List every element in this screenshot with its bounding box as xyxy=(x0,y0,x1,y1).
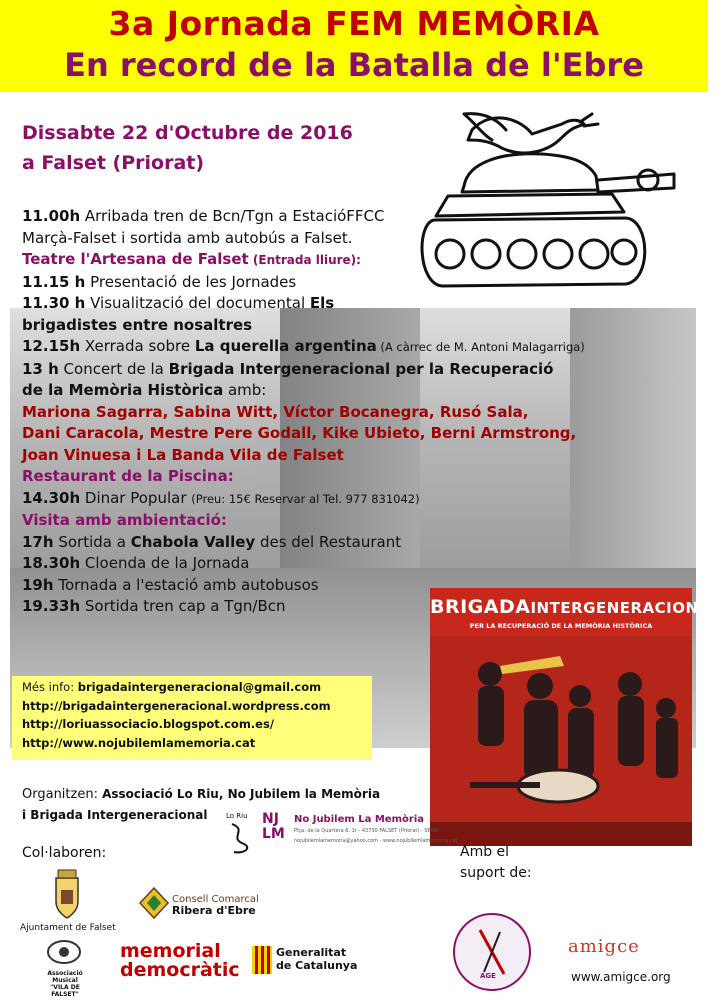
brigada-poster xyxy=(430,588,721,846)
njlm-monogram xyxy=(262,812,285,842)
consell-comarcal-icon xyxy=(138,886,170,920)
venue-note: (Entrada lliure): xyxy=(248,253,361,267)
schedule-text: Dinar Popular xyxy=(80,488,192,507)
documentary-title: Els xyxy=(309,294,335,312)
lo-riu-mark xyxy=(224,822,256,856)
poster-title xyxy=(430,596,721,618)
time: 11.15 h xyxy=(22,272,86,291)
date-line: Dissabte 22 d'Octubre de 2016 xyxy=(22,122,353,144)
njlm-web: nojubilemlamemoria@yahoo.com - www.nojubilemlamemoria.cat xyxy=(294,838,458,844)
generalitat-line1: Generalitat xyxy=(276,946,347,959)
schedule-item xyxy=(22,532,682,554)
consell-comarcal-logo xyxy=(172,894,259,917)
schedule-text: Sortida a xyxy=(53,532,131,551)
support-line: suport de: xyxy=(460,865,532,881)
njlm-address: Plça. de la Quartera 6, 1r - 43730 FALSET (Priorat) - SPAIN xyxy=(294,828,439,834)
organizers-names: Associació Lo Riu, No Jubilem la Memòria xyxy=(102,787,381,801)
schedule-item xyxy=(22,380,682,402)
artist-list: Joan Vinuesa i La Banda Vila de Falset xyxy=(22,445,344,464)
support-label xyxy=(460,842,532,884)
memorial-democratic-logo xyxy=(120,942,240,980)
njlm-letters-top: NJ xyxy=(262,811,279,827)
schedule-item xyxy=(22,488,682,511)
ajuntament-falset-label: Ajuntament de Falset xyxy=(20,923,116,933)
schedule-item xyxy=(22,206,682,228)
venue-name: Teatre l'Artesana de Falset xyxy=(22,250,249,268)
schedule-text: des del Restaurant xyxy=(255,532,402,551)
event-subtitle: En record de la Batalla de l'Ebre xyxy=(64,46,644,84)
time: 19.33h xyxy=(22,597,81,615)
price-note: (Preu: 15€ Reservar al Tel. 977 831042) xyxy=(191,491,420,506)
speaker-note: (A càrrec de M. Antoni Malagarriga) xyxy=(376,340,585,354)
band-name: de la Memòria Històrica xyxy=(22,381,224,399)
schedule-item xyxy=(22,228,682,250)
schedule-item xyxy=(22,336,682,359)
header-banner xyxy=(0,0,708,92)
program-schedule xyxy=(22,206,682,618)
artist-list: Dani Caracola, Mestre Pere Godall, Kike Ubieto, Berni Armstrong, xyxy=(22,424,577,442)
schedule-item xyxy=(22,315,682,337)
associacio-musical-icon xyxy=(44,938,84,968)
schedule-text: amb: xyxy=(223,381,267,399)
memorial-line1: memorial xyxy=(120,940,221,962)
time: 14.30h xyxy=(22,488,81,507)
support-line: Amb el xyxy=(460,844,510,860)
no-jubilem-logo xyxy=(262,811,458,852)
age-label: AGE xyxy=(480,972,496,980)
time: 19h xyxy=(22,575,54,594)
schedule-text: Xerrada sobre xyxy=(80,337,195,355)
schedule-text: Concert de la xyxy=(58,359,169,378)
more-info-box xyxy=(12,676,372,760)
schedule-text: Presentació de les Jornades xyxy=(85,272,297,291)
musical-line2: "VILA DE FALSET" xyxy=(50,984,80,998)
place-name: Chabola Valley xyxy=(130,532,256,551)
schedule-text: Marçà-Falset i sortida amb autobús a Falset. xyxy=(22,228,353,247)
schedule-item xyxy=(22,359,682,381)
associacio-musical-label xyxy=(36,970,94,998)
consell-line2: Ribera d'Ebre xyxy=(172,904,256,917)
schedule-item xyxy=(22,293,682,315)
event-title: 3a Jornada FEM MEMÒRIA xyxy=(108,4,600,43)
organizers-label: Organitzen: xyxy=(22,787,103,802)
info-email-line xyxy=(22,678,362,697)
contact-email[interactable]: brigadaintergeneracional@gmail.com xyxy=(77,680,322,694)
schedule-text: Arribada tren de Bcn/Tgn a EstacióFFCC xyxy=(80,207,385,225)
talk-title: La querella argentina xyxy=(194,337,377,355)
artist-list: Mariona Sagarra, Sabina Witt, Víctor Bocanegra, Rusó Sala, xyxy=(22,402,529,421)
venue-heading: Restaurant de la Piscina: xyxy=(22,467,234,485)
info-link[interactable]: http://loriuassociacio.blogspot.com.es/ xyxy=(22,717,275,731)
band-name: Brigada Intergeneracional per la Recuperació xyxy=(168,359,554,378)
poster-title-b: INTERGENERACIONAL xyxy=(530,599,721,617)
schedule-text: Cloenda de la Jornada xyxy=(80,554,250,572)
documentary-title: brigadistes entre nosaltres xyxy=(22,315,253,334)
venue-heading: Visita amb ambientació: xyxy=(22,511,227,529)
collaborators-label: Col·laboren: xyxy=(22,845,107,861)
memorial-line2: democràtic xyxy=(120,959,240,981)
consell-line1: Consell Comarcal xyxy=(172,894,259,905)
schedule-item xyxy=(22,272,682,294)
poster-subtitle: PER LA RECUPERACIÓ DE LA MEMÒRIA HISTÒRICA xyxy=(469,622,653,630)
age-logo-icon xyxy=(444,910,540,994)
time: 12.15h xyxy=(22,337,81,355)
time: 18.30h xyxy=(22,554,81,572)
schedule-text: Sortida tren cap a Tgn/Bcn xyxy=(80,597,286,615)
schedule-text: Visualització del documental xyxy=(85,294,310,312)
musical-line1: Associació Musical xyxy=(47,970,83,984)
time: 17h xyxy=(22,532,54,551)
njlm-name: No Jubilem La Memòria xyxy=(294,814,424,825)
njlm-letters-bottom: LM xyxy=(262,826,285,842)
generalitat-line2: de Catalunya xyxy=(276,959,358,972)
musicians-illustration xyxy=(430,636,692,846)
info-link[interactable]: http://www.nojubilemlamemoria.cat xyxy=(22,735,256,750)
time: 11.00h xyxy=(22,207,81,225)
lo-riu-logo xyxy=(222,812,258,858)
event-date xyxy=(22,118,353,178)
generalitat-logo xyxy=(276,946,357,972)
falset-shield-icon xyxy=(50,868,84,920)
poster-title-a: BRIGADA xyxy=(430,596,531,618)
info-label: Més info: xyxy=(22,680,78,694)
location-line: a Falset (Priorat) xyxy=(22,152,205,174)
schedule-text: Tornada a l'estació amb autobusos xyxy=(53,575,319,594)
info-link[interactable]: http://brigadaintergeneracional.wordpress.com xyxy=(22,698,331,713)
amigce-logo: amigce xyxy=(568,936,640,957)
organizers-line xyxy=(22,784,380,805)
schedule-item xyxy=(22,553,682,575)
organizers-names: i Brigada Intergeneracional xyxy=(22,808,208,822)
time: 13 h xyxy=(22,359,59,378)
generalitat-flag-icon xyxy=(252,946,272,974)
amigce-url[interactable]: www.amigce.org xyxy=(571,970,671,984)
lo-riu-label: Lo Riu xyxy=(226,812,248,820)
venue-heading xyxy=(22,249,682,272)
time: 11.30 h xyxy=(22,294,86,312)
